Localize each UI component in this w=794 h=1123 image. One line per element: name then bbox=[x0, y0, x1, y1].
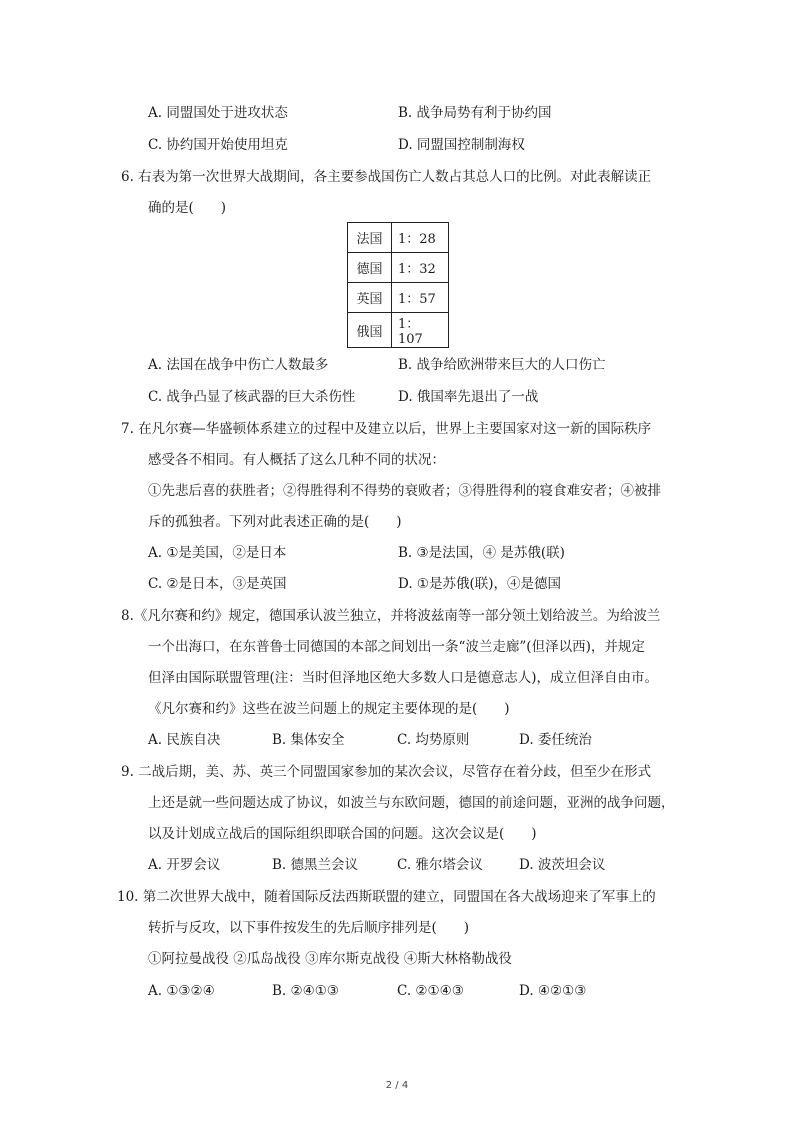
q7-stem-line2: 感受各不相同。有人概括了这么几种不同的状况： bbox=[148, 452, 445, 468]
q8-option-c: C. 均势原则 bbox=[397, 732, 470, 748]
q10-option-a: A. ①③②④ bbox=[148, 983, 215, 999]
q6-option-d: D. 俄国率先退出了一战 bbox=[398, 389, 539, 405]
q10-stem-line3: ①阿拉曼战役 ②瓜岛战役 ③库尔斯克战役 ④斯大林格勒战役 bbox=[148, 951, 512, 967]
q6-option-c: C. 战争凸显了核武器的巨大杀伤性 bbox=[148, 389, 356, 405]
q9-option-d: D. 波茨坦会议 bbox=[519, 857, 606, 873]
q8-stem-line1: 8.《凡尔赛和约》规定，德国承认波兰独立，并将波兹南等一部分领土划给波兰。为给波兰 bbox=[121, 608, 661, 624]
q8-option-a: A. 民族自决 bbox=[148, 732, 221, 748]
q8-option-d: D. 委任统治 bbox=[519, 732, 592, 748]
country-cell: 英国 bbox=[348, 283, 392, 313]
table-row bbox=[348, 253, 449, 283]
q7-option-b: B. ③是法国，④ 是苏俄(联) bbox=[398, 545, 565, 561]
q7-option-d: D. ①是苏俄(联)，④是德国 bbox=[398, 576, 562, 592]
q5-option-c: C. 协约国开始使用坦克 bbox=[148, 137, 288, 153]
table-row bbox=[348, 283, 449, 313]
q7-stem-line3: ①先悲后喜的获胜者；②得胜得利不得势的衰败者；③得胜得利的寝食难安者；④被排 bbox=[148, 483, 661, 499]
q7-stem-line1: 7. 在凡尔赛—华盛顿体系建立的过程中及建立以后，世界上主要国家对这一新的国际秩序 bbox=[121, 421, 652, 437]
ratio-cell: 1：32 bbox=[392, 253, 449, 283]
q9-option-b: B. 德黑兰会议 bbox=[272, 857, 359, 873]
q5-option-a: A. 同盟国处于进攻状态 bbox=[148, 105, 288, 121]
ratio-cell: 1：57 bbox=[392, 283, 449, 313]
q7-stem-line4: 斥的孤独者。下列对此表述正确的是( ) bbox=[148, 514, 402, 530]
ratio-cell: 1：107 bbox=[392, 313, 449, 348]
q9-stem-line2: 上还是就一些问题达成了协议，如波兰与东欧问题，德国的前途问题，亚洲的战争问题， bbox=[148, 795, 675, 811]
q10-option-c: C. ②①④③ bbox=[397, 983, 464, 999]
q6-option-b: B. 战争给欧洲带来巨大的人口伤亡 bbox=[398, 357, 606, 373]
q8-stem-line2: 一个出海口，在东普鲁士同德国的本部之间划出一条“波兰走廊”(但泽以西)，并规定 bbox=[148, 639, 645, 655]
q9-stem-line3: 以及计划成立战后的国际组织即联合国的问题。这次会议是( ) bbox=[148, 826, 537, 842]
country-cell: 法国 bbox=[348, 223, 392, 253]
q8-stem-line3: 但泽由国际联盟管理(注：当时但泽地区绝大多数人口是德意志人)，成立但泽自由市。 bbox=[148, 670, 659, 686]
q10-option-d: D. ④②①③ bbox=[519, 983, 587, 999]
country-cell: 德国 bbox=[348, 253, 392, 283]
q6-stem-line1: 6. 右表为第一次世界大战期间，各主要参战国伤亡人数占其总人口的比例。对此表解读正 bbox=[121, 169, 652, 185]
table-row bbox=[348, 313, 449, 348]
country-cell: 俄国 bbox=[348, 313, 392, 348]
q8-option-b: B. 集体安全 bbox=[272, 732, 345, 748]
q5-option-d: D. 同盟国控制制海权 bbox=[398, 137, 525, 153]
q9-stem-line1: 9. 二战后期，美、苏、英三个同盟国家参加的某次会议，尽管存在着分歧，但至少在形式 bbox=[121, 764, 652, 780]
ratio-cell: 1：28 bbox=[392, 223, 449, 253]
q10-stem-line2: 转折与反攻，以下事件按发生的先后顺序排列是( ) bbox=[148, 920, 470, 936]
q10-stem-line1: 10. 第二次世界大战中，随着国际反法西斯联盟的建立，同盟国在各大战场迎来了军事上的 bbox=[117, 889, 656, 905]
page-number: 2 / 4 bbox=[385, 1080, 409, 1091]
casualty-ratio-table bbox=[347, 222, 449, 348]
q5-option-b: B. 战争局势有利于协约国 bbox=[398, 105, 552, 121]
table-row bbox=[348, 223, 449, 253]
q8-stem-line4: 《凡尔赛和约》这些在波兰问题上的规定主要体现的是( ) bbox=[148, 701, 510, 717]
q7-option-c: C. ②是日本，③是英国 bbox=[148, 576, 287, 592]
q9-option-a: A. 开罗会议 bbox=[148, 857, 221, 873]
q9-option-c: C. 雅尔塔会议 bbox=[397, 857, 483, 873]
q10-option-b: B. ②④①③ bbox=[272, 983, 339, 999]
q6-stem-line2: 确的是( ) bbox=[148, 200, 227, 216]
q6-option-a: A. 法国在战争中伤亡人数最多 bbox=[148, 357, 329, 373]
q7-option-a: A. ①是美国，②是日本 bbox=[148, 545, 287, 561]
